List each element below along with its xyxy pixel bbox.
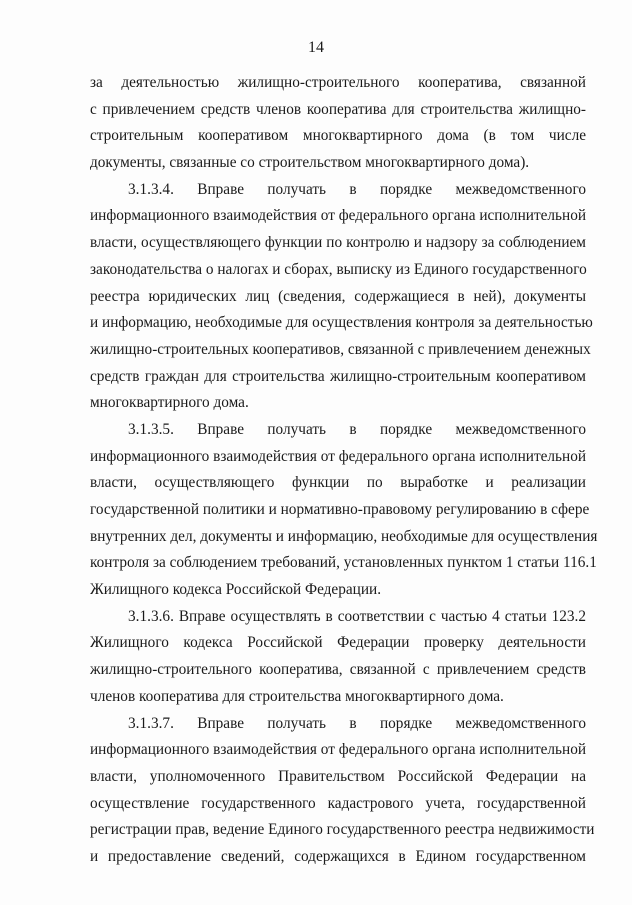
text-line: государственной политики и нормативно-правовому регулированию в сфере [90, 501, 590, 518]
text-line: контроля за соблюдением требований, установленных пунктом 1 статьи 116.1 [90, 554, 597, 572]
text-line: власти, осуществляющего функции по контролю и надзору за соблюдением [90, 234, 586, 252]
text-line: документы, связанные со строительством многоквартирного дома). [90, 154, 530, 172]
text-line: законодательства о налогах и сборах, выписку из Единого государственного [90, 260, 587, 278]
paragraph-3-1-3-5 [90, 417, 598, 604]
text-line: Жилищного кодекса Российской Федерации. [90, 581, 382, 599]
text-line: за деятельностью жилищно-строительного кооператива, связанной [90, 74, 586, 91]
text-line: 3.1.3.4. Вправе получать в порядке межведомственного [128, 180, 586, 198]
text-line: осуществление государственного кадастрового учета, государственной [90, 794, 586, 812]
text-line: жилищно-строительного кооператива, связанной с привлечением средств [90, 661, 586, 679]
text-line: строительным кооперативом многоквартирного дома (в том числе [90, 127, 586, 145]
text-line: внутренних дел, документы и информацию, необходимые для осуществления [90, 527, 598, 545]
text-line: и предоставление сведений, содержащихся в Едином государственном [90, 847, 586, 865]
paragraph-3-1-3-6 [90, 604, 586, 711]
text-line: и информацию, необходимые для осуществления контроля за деятельностью [90, 314, 593, 332]
text-line: 3.1.3.5. Вправе получать в порядке межведомственного [128, 420, 586, 438]
text-line: жилищно-строительных кооперативов, связанной с привлечением денежных [90, 340, 591, 358]
text-line: средств граждан для строительства жилищно-строительным кооперативом [90, 367, 586, 385]
text-line: с привлечением средств членов кооператива для строительства жилищно- [90, 100, 586, 118]
text-line: власти, осуществляющего функции по выработке и реализации [90, 474, 586, 492]
paragraph-continuation [90, 70, 586, 177]
text-line: реестра юридических лиц (сведения, содержащиеся в ней), документы [90, 287, 586, 305]
text-line: членов кооператива для строительства многоквартирного дома. [90, 687, 504, 705]
text-line: 3.1.3.7. Вправе получать в порядке межведомственного [128, 714, 586, 732]
text-line: информационного взаимодействия от федерального органа исполнительной [90, 741, 587, 759]
text-line: Жилищного кодекса Российской Федерации проверку деятельности [90, 634, 586, 652]
text-line: регистрации прав, ведение Единого государственного реестра недвижимости [90, 821, 595, 839]
page-number: 14 [308, 39, 324, 56]
document-body [90, 70, 598, 871]
paragraph-3-1-3-7 [90, 711, 595, 871]
text-line: многоквартирного дома. [90, 394, 249, 412]
paragraph-3-1-3-4 [90, 177, 593, 417]
text-line: власти, уполномоченного Правительством Российской Федерации на [90, 767, 586, 785]
text-line: информационного взаимодействия от федерального органа исполнительной [90, 207, 587, 225]
text-line: информационного взаимодействия от федерального органа исполнительной [90, 447, 587, 465]
text-line: 3.1.3.6. Вправе осуществлять в соответствии с частью 4 статьи 123.2 [128, 607, 586, 625]
